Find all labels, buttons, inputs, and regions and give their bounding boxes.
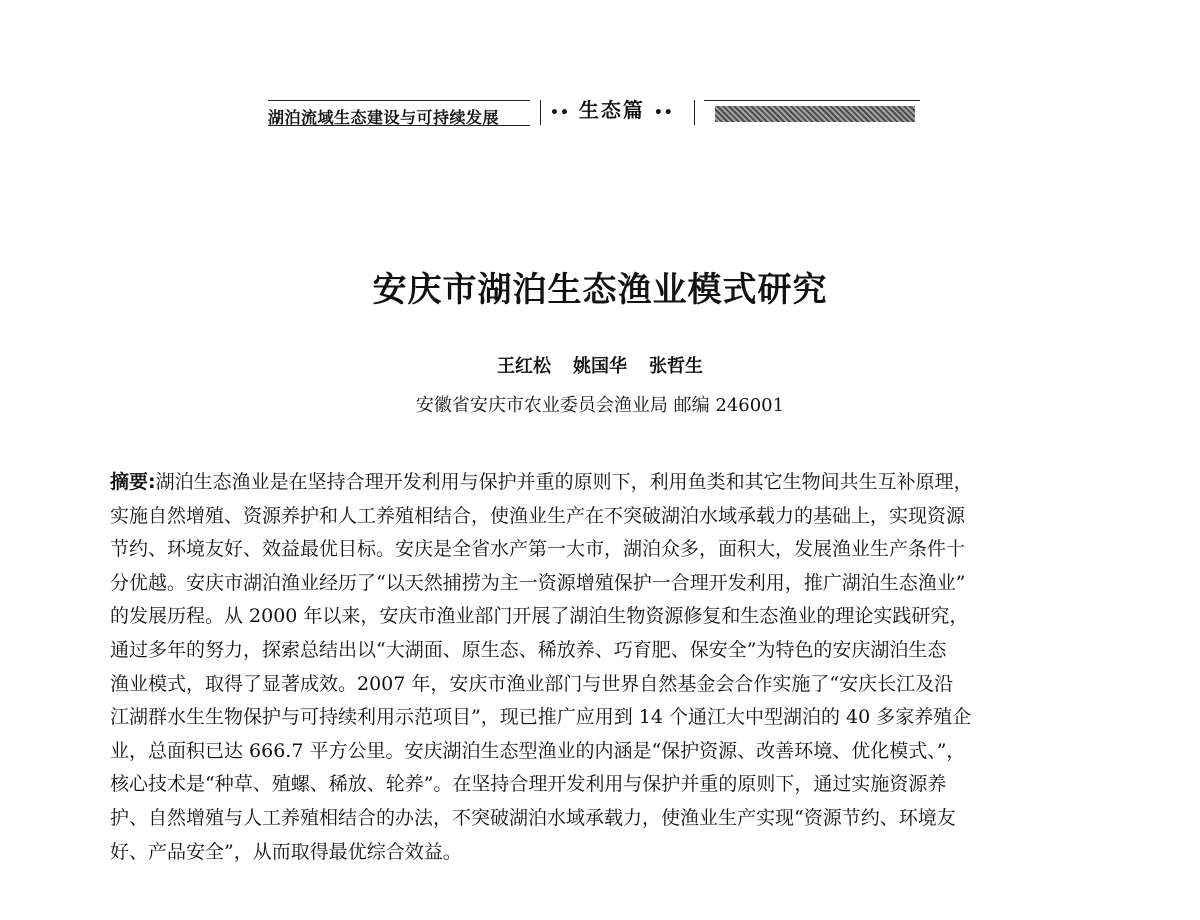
header-rule-right [704, 100, 920, 101]
abstract-line: 好、产品安全”，从而取得最优综合效益。 [110, 840, 462, 863]
abstract-line: 核心技术是“种草、殖螺、稀放、轮养”。在坚持合理开发利用与保护并重的原则下，通过实施资源养 [110, 773, 947, 796]
header-decorative-hatch [715, 106, 915, 122]
abstract-line-text: 湖泊生态渔业是在坚持合理开发利用与保护并重的原则下，利用鱼类和其它生物间共生互补原理， [155, 471, 973, 493]
abstract-line [110, 466, 1085, 500]
abstract-line: 渔业模式，取得了显著成效。2007 年，安庆市渔业部门与世界自然基金会合作实施了“安庆长江及沿 [110, 672, 954, 695]
section-dots-right: •• [653, 105, 674, 121]
section-label-text: 生态篇 [578, 98, 645, 122]
abstract-line: 实施自然增殖、资源养护和人工养殖相结合，使渔业生产在不突破湖泊水域承载力的基础上，实现资源 [110, 504, 966, 527]
abstract-block [110, 466, 1085, 869]
author-affiliation: 安徽省安庆市农业委员会渔业局 邮编 246001 [415, 395, 785, 416]
header-bracket-right [694, 100, 705, 125]
author-name: 姚国华 [573, 356, 627, 377]
section-dots-left: •• [550, 105, 570, 121]
author-list [0, 352, 1200, 378]
abstract-line: 的发展历程。从 2000 年以来，安庆市渔业部门开展了湖泊生物资源修复和生态渔业的理论实践研究， [110, 605, 969, 628]
abstract-line: 业，总面积已达 666.7 平方公里。安庆湖泊生态型渔业的内涵是“保护资源、改善环境、优化模式、”， [110, 739, 966, 762]
article-title: 安庆市湖泊生态渔业模式研究 [372, 270, 828, 310]
header-bracket-left [530, 100, 541, 125]
abstract-line: 节约、环境友好、效益最优目标。安庆是全省水产第一大市，湖泊众多，面积大，发展渔业生产条件十 [110, 538, 966, 561]
book-title: 湖泊流域生态建设与可持续发展 [268, 108, 500, 127]
abstract-line: 通过多年的努力，探索总结出以“大湖面、原生态、稀放养、巧育肥、保安全”为特色的安庆湖泊生态 [110, 638, 947, 661]
abstract-label: 摘要: [110, 471, 156, 493]
section-label [550, 94, 674, 123]
header-rule-top [268, 100, 530, 101]
abstract-line: 护、自然增殖与人工养殖相结合的办法，不突破湖泊水域承载力，使渔业生产实现“资源节约、环境友 [110, 806, 956, 829]
abstract-line: 分优越。安庆市湖泊渔业经历了“以天然捕捞为主一资源增殖保护一合理开发利用，推广湖泊生态渔业” [110, 571, 966, 594]
author-name: 张哲生 [649, 356, 703, 377]
author-name: 王红松 [497, 356, 551, 377]
abstract-line: 江湖群水生生物保护与可持续利用示范项目”，现已推广应用到 14 个通江大中型湖泊的 40 多家养殖企 [110, 706, 972, 729]
running-header [268, 92, 920, 132]
header-rule-bottom [268, 125, 530, 126]
